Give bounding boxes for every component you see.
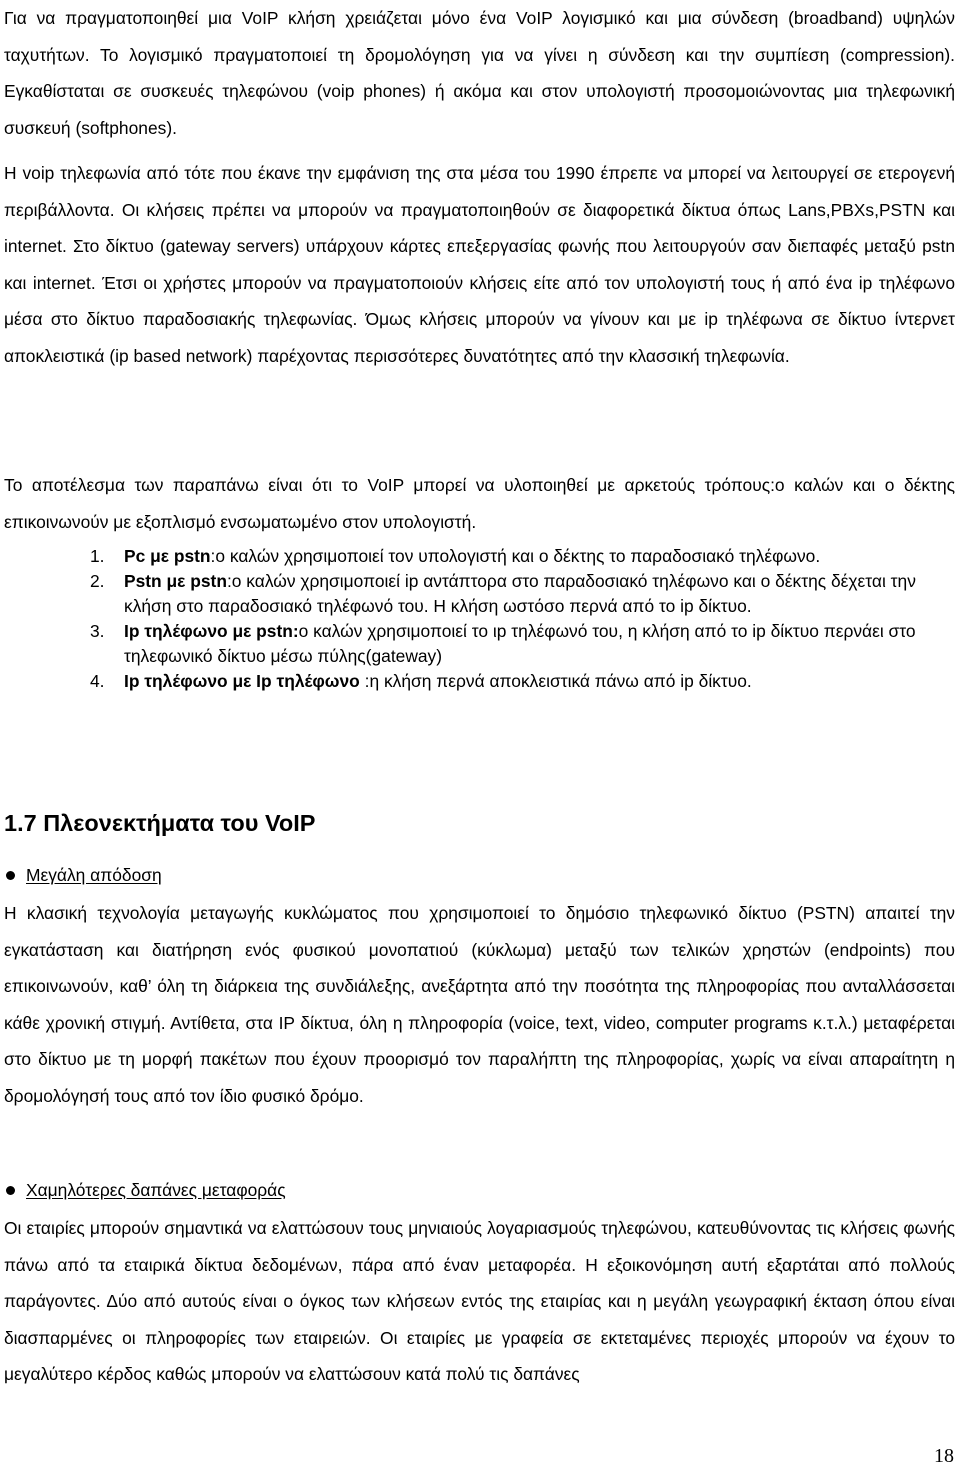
section-heading: 1.7 Πλεονεκτήματα του VoIP [4, 810, 316, 836]
list-item-text: :ο καλών χρησιμοποιεί τον υπολογιστή και ο δέκτης το παραδοσιακό τηλέφωνο. [210, 546, 821, 566]
paragraph-voip-history: Η voip τηλεφωνία από τότε που έκανε την εμφάνιση της στα μέσα του 1990 έπρεπε να μπορεί να λειτουργεί σε ετερογενή περιβάλλοντα. Οι κλήσεις πρέπει να μπορούν να πραγματοποιηθούν σε διαφορετικά δίκτυα όπως Lans,PBXs,PSTN και internet. Στο δίκτυο (gateway servers) υπάρχουν κάρτες επεξεργασίας φωνής που λειτουργούν σαν διεπαφές μεταξύ pstn και internet. Έτσι οι χρήστες μπορούν να πραγματοποιούν κλήσεις είτε από τον υπολογιστή τους ή από ένα ip τηλέφωνο μέσα στο δίκτυο παραδοσιακής τηλεφωνίας. Όμως κλήσεις μπορούν να γίνουν και με ip τηλέφωνα σε δίκτυο ίντερνετ αποκλειστικά (ip based network) παρέχοντας περισσότερες δυνατότητες από την κλασσική τηλεφωνία. [4, 163, 955, 366]
list-item-number: 2. [90, 571, 105, 591]
list-item-text: ο καλών χρησιμοποιεί το ιp τηλέφωνό του, η κλήση από το ip δίκτυο περνάει στο τηλεφωνικό δίκτυο μέσω πύλης(gateway) [124, 621, 916, 666]
bullet-item-lower-costs [4, 1177, 286, 1203]
connection-types-list [0, 544, 960, 694]
bullet-icon [6, 871, 15, 880]
list-item-title: Pc με pstn [124, 546, 211, 566]
bullet-icon [6, 1186, 15, 1195]
list-item-number: 3. [90, 621, 105, 641]
list-item-title: Ip τηλέφωνο με pstn: [124, 621, 299, 641]
paragraph-lower-costs: Οι εταιρίες μπορούν σημαντικά να ελαττώσουν τους μηνιαιούς λογαριασμούς τηλεφώνου, κατευθύνοντας τις κλήσεις φωνής πάνω από τα εταιρικά δίκτυα δεδομένων, πάρα από έναν μεταφορέα. Η εξοικονόμηση αυτή εξαρτάται από πολλούς παράγοντες. Δύο από αυτούς είναι ο όγκος των κλήσεων εντός της εταιρίας και η μεγάλη γεωγραφική έκταση όπου είναι διασπαρμένες οι πληροφορίες των εταιρειών. Οι εταιρίες με γραφεία σε εκτεταμένες περιοχές μπορούν να έχουν το μεγαλύτερο κέρδος καθώς μπορούν να ελαττώσουν κατά πολύ τις δαπάνες [4, 1218, 955, 1384]
paragraph-high-performance: Η κλασική τεχνολογία μεταγωγής κυκλώματος που χρησιμοποιεί το δημόσιο τηλεφωνικό δίκτυο (PSTN) απαιτεί την εγκατάσταση και διατήρηση ενός φυσικού μονοπατιού (κύκλωμα) μεταξύ των τελικών χρηστών (endpoints) που επικοινωνούν, καθ’ όλη τη διάρκεια της συνδιάλεξης, ανεξάρτητα από την ποσότητα της πληροφορίας που ανταλλάσσεται κάθε χρονική στιγμή. Αντίθετα, στα IP δίκτυα, όλη η πληροφορία (voice, text, video, computer programs κ.τ.λ.) μεταφέρεται στο δίκτυο με τη μορφή πακέτων που έχουν προορισμό τον παραλήπτη της πληροφορίας, χωρίς να είναι απαραίτητη η δρομολόγησή τους από τον ίδιο φυσικό δρόμο. [4, 903, 955, 1106]
bullet-item-high-performance [4, 862, 162, 888]
list-item-text: :ο καλών χρησιμοποιεί ip αντάπτορα στο παραδοσιακό τηλέφωνο και ο δέκτης δέχεται την κλήση στο παραδοσιακό τηλέφωνό του. Η κλήση ωστόσο περνά από το ip δίκτυο. [124, 571, 916, 616]
list-item-text: :η κλήση περνά αποκλειστικά πάνω από ip δίκτυο. [359, 671, 752, 691]
list-item [0, 619, 960, 669]
list-item-title: Ip τηλέφωνο με Ip τηλέφωνο [124, 671, 360, 691]
page-number: 18 [934, 1445, 954, 1467]
bullet-title: Μεγάλη απόδοση [26, 865, 162, 885]
list-item [0, 669, 960, 694]
list-item [0, 544, 960, 569]
bullet-title: Χαμηλότερες δαπάνες μεταφοράς [26, 1180, 286, 1200]
list-item-title: Pstn με pstn [124, 571, 227, 591]
list-item [0, 569, 960, 619]
list-item-number: 1. [90, 546, 105, 566]
list-item-number: 4. [90, 671, 105, 691]
paragraph-voip-result: Το αποτέλεσμα των παραπάνω είναι ότι το VoIP μπορεί να υλοποιηθεί με αρκετούς τρόπους:ο καλών και ο δέκτης επικοινωνούν με εξοπλισμό ενσωματωμένο στον υπολογιστή. [4, 475, 955, 532]
paragraph-voip-call-requirements: Για να πραγματοποιηθεί μια VoIP κλήση χρειάζεται μόνο ένα VoIP λογισμικό και μια σύνδεση (broadband) υψηλών ταχυτήτων. Το λογισμικό πραγματοποιεί τη δρομολόγηση για να γίνει η σύνδεση και την συμπίεση (compression). Εγκαθίσταται σε συσκευές τηλεφώνου (voip phones) ή ακόμα και στον υπολογιστή προσομοιώνοντας μια τηλεφωνική συσκευή (softphones). [4, 8, 955, 138]
